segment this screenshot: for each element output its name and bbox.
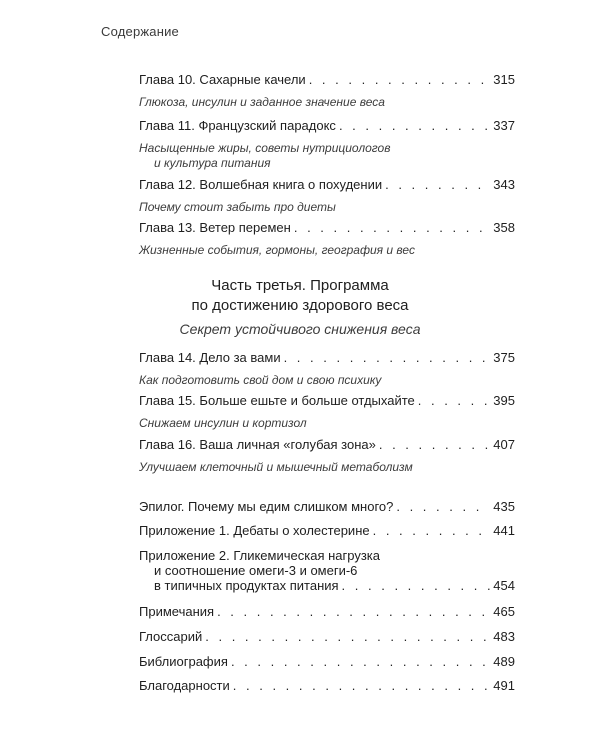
toc-entry-epilogue[interactable] bbox=[139, 499, 515, 514]
entry-title: Благодарности bbox=[139, 678, 230, 693]
toc-entry-appendix-2[interactable] bbox=[139, 548, 515, 593]
part-heading bbox=[100, 276, 500, 339]
toc-entry-appendix-1[interactable] bbox=[139, 523, 515, 538]
chapter-subtitle: Глюкоза, инсулин и заданное значение веса bbox=[139, 95, 385, 109]
running-head: Содержание bbox=[101, 24, 179, 39]
dot-leader bbox=[418, 393, 491, 408]
chapter-title: Глава 13. Ветер перемен bbox=[139, 220, 291, 235]
page-number: 395 bbox=[493, 393, 515, 408]
entry-title: Библиография bbox=[139, 654, 228, 669]
dot-leader bbox=[396, 499, 490, 514]
page-number: 465 bbox=[493, 604, 515, 619]
dot-leader bbox=[284, 350, 491, 365]
page-number: 407 bbox=[493, 437, 515, 452]
chapter-subtitle: Насыщенные жиры, советы нутрициологов и культура питания bbox=[139, 141, 391, 170]
toc-entry-chapter-12[interactable] bbox=[139, 177, 515, 215]
entry-title: Примечания bbox=[139, 604, 215, 619]
page-number: 454 bbox=[493, 578, 515, 593]
toc-entry-glossary[interactable] bbox=[139, 629, 515, 644]
chapter-title: Глава 14. Дело за вами bbox=[139, 350, 281, 365]
toc-entry-chapter-16[interactable] bbox=[139, 437, 515, 475]
chapter-subtitle: Почему стоит забыть про диеты bbox=[139, 200, 336, 214]
chapter-title: Глава 10. Сахарные качели bbox=[139, 72, 306, 87]
chapter-subtitle: Снижаем инсулин и кортизол bbox=[139, 416, 307, 430]
part-subtitle: Секрет устойчивого снижения веса bbox=[179, 321, 421, 337]
toc-entry-chapter-11[interactable] bbox=[139, 118, 515, 171]
page-number: 483 bbox=[493, 629, 515, 644]
page-number: 491 bbox=[493, 678, 515, 693]
dot-leader bbox=[309, 72, 491, 87]
toc-entry-chapter-10[interactable] bbox=[139, 72, 515, 110]
dot-leader bbox=[339, 118, 490, 133]
page-number: 337 bbox=[493, 118, 515, 133]
dot-leader bbox=[373, 523, 491, 538]
dot-leader bbox=[231, 654, 490, 669]
dot-leader bbox=[342, 578, 491, 593]
part-title-line-1: Часть третья. Программа bbox=[211, 277, 389, 294]
page-number: 435 bbox=[493, 499, 515, 514]
dot-leader bbox=[233, 678, 491, 693]
entry-title: Глоссарий bbox=[139, 629, 203, 644]
dot-leader bbox=[379, 437, 490, 452]
chapter-subtitle: Улучшаем клеточный и мышечный метаболизм bbox=[139, 460, 413, 474]
dot-leader bbox=[294, 220, 490, 235]
dot-leader bbox=[217, 604, 490, 619]
entry-title: Приложение 1. Дебаты о холестерине bbox=[139, 523, 370, 538]
page-number: 358 bbox=[493, 220, 515, 235]
entry-title: Приложение 2. Гликемическая нагрузка и соотношение омеги-3 и омеги-6 в типичных продуктах питания . . . 454 bbox=[139, 548, 515, 593]
chapter-subtitle: Жизненные события, гормоны, география и вес bbox=[139, 243, 415, 257]
chapter-title: Глава 11. Французский парадокс bbox=[139, 118, 336, 133]
toc-entry-chapter-13[interactable] bbox=[139, 220, 515, 258]
chapter-title: Глава 16. Ваша личная «голубая зона» bbox=[139, 437, 376, 452]
page-number: 343 bbox=[493, 177, 515, 192]
toc-entry-chapter-14[interactable] bbox=[139, 350, 515, 388]
dot-leader bbox=[205, 629, 490, 644]
toc-entry-bibliography[interactable] bbox=[139, 654, 515, 669]
page-number: 315 bbox=[493, 72, 515, 87]
entry-title: Эпилог. Почему мы едим слишком много? bbox=[139, 499, 394, 514]
page-number: 489 bbox=[493, 654, 515, 669]
page-number: 441 bbox=[493, 523, 515, 538]
part-title-line-2: по достижению здорового веса bbox=[191, 297, 409, 314]
page-number: 375 bbox=[493, 350, 515, 365]
toc-entry-chapter-15[interactable] bbox=[139, 393, 515, 431]
chapter-title: Глава 15. Больше ешьте и больше отдыхайте bbox=[139, 393, 415, 408]
toc-entry-acknowledgements[interactable] bbox=[139, 678, 515, 693]
chapter-title: Глава 12. Волшебная книга о похудении bbox=[139, 177, 383, 192]
toc-entry-notes[interactable] bbox=[139, 604, 515, 619]
chapter-subtitle: Как подготовить свой дом и свою психику bbox=[139, 373, 382, 387]
dot-leader bbox=[385, 177, 490, 192]
